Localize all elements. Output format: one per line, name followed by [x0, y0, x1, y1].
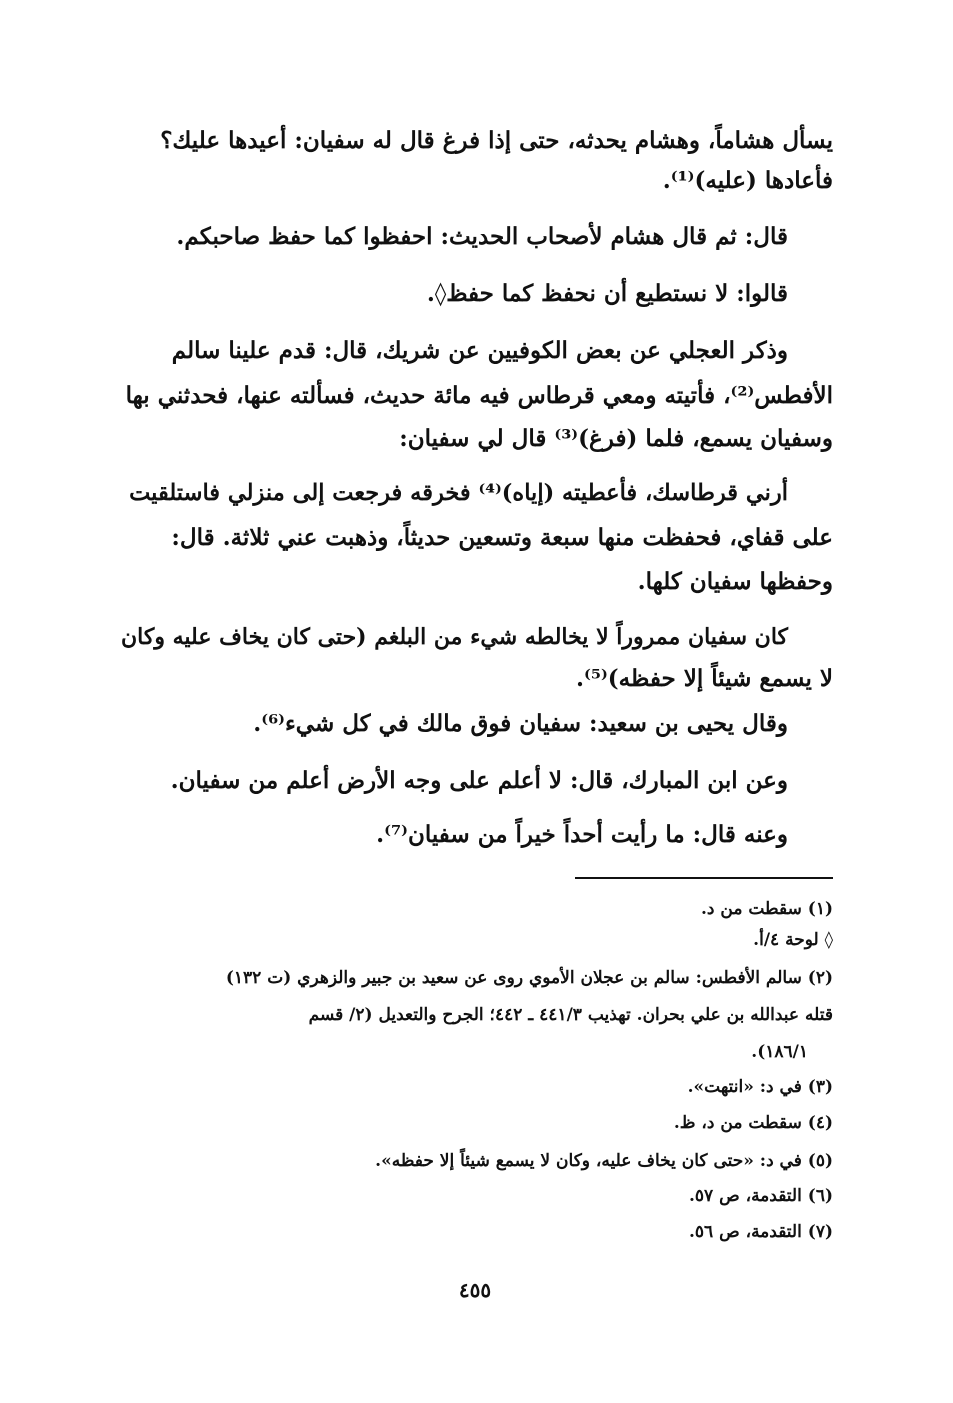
footnote-line: قتله عبدالله بن علي بحران. تهذيب ٤٤١/٣ ـ ٤٤٢؛ الجرح والتعديل (٢/ قسم [308, 1005, 833, 1025]
body-line: قالوا: لا نستطيع أن نحفظ كما حفظ◊. [426, 280, 788, 307]
body-line: كان سفيان ممروراً لا يخالطه شيء من البلغم (حتى كان يخاف عليه وكان [120, 624, 788, 650]
footnote-line: (٧) التقدمة، ص ٥٦. [689, 1222, 833, 1242]
body-line: لا يسمع شيئاً إلا حفظه)⁽⁵⁾. [576, 665, 833, 692]
footnote-line: (٤) سقطت من د، ظ. [673, 1113, 833, 1133]
body-line: وسفيان يسمع، فلما (فرغ)⁽³⁾ قال لي سفيان: [399, 425, 833, 452]
page-number: ٤٥٥ [458, 1278, 492, 1302]
body-line: على قفاي، فحفظت منها سبعة وتسعين حديثاً، وذهبت عني ثلاثة. قال: [171, 524, 833, 551]
body-line: وقال يحيى بن سعيد: سفيان فوق مالك في كل شيء⁽⁶⁾. [253, 710, 788, 737]
footnote-line: (٣) في د: «انتهت». [687, 1077, 833, 1097]
body-line: أرني قرطاسك، فأعطيته (إياه)⁽⁴⁾ فخرقه فرجعت إلى منزلي فاستلقيت [129, 480, 788, 506]
body-line: يسأل هشاماً، وهشام يحدثه، حتى إذا فرغ قال له سفيان: أعيدها عليك؟ [160, 127, 833, 154]
footnote-line: ◊ لوحة ٤/أ. [753, 930, 833, 950]
body-line: وعن ابن المبارك، قال: لا أعلم على وجه الأرض أعلم من سفيان. [170, 767, 788, 794]
footnote-line: (٢) سالم الأفطس: سالم بن عجلان الأموي روى عن سعيد بن جبير والزهري (ت ١٣٢) [225, 968, 833, 988]
body-line: وعنه قال: ما رأيت أحداً خيراً من سفيان⁽⁷⁾. [376, 821, 788, 848]
footnote-line: (١) سقطت من د. [700, 899, 833, 919]
body-line: وحفظها سفيان كلها. [637, 568, 833, 595]
footnote-line: (٥) في د: «حتى كان يخاف عليه، وكان لا يسمع شيئاً إلا حفظه». [375, 1151, 833, 1171]
footnote-line: (٦) التقدمة، ص ٥٧. [689, 1186, 833, 1206]
footnote-divider [575, 877, 833, 879]
body-line: قال: ثم قال هشام لأصحاب الحديث: احفظوا كما حفظ صاحبكم. [176, 223, 788, 250]
body-line: وذكر العجلي عن بعض الكوفيين عن شريك، قال: قدم علينا سالم [171, 337, 788, 364]
body-line: فأعادها (عليه)⁽¹⁾. [662, 167, 833, 194]
footnote-line: ١٨٦/١). [751, 1042, 808, 1062]
body-line: الأفطس⁽²⁾، فأتيته ومعي قرطاس فيه مائة حديث، فسألته عنها، فحدثني بها [125, 382, 833, 409]
